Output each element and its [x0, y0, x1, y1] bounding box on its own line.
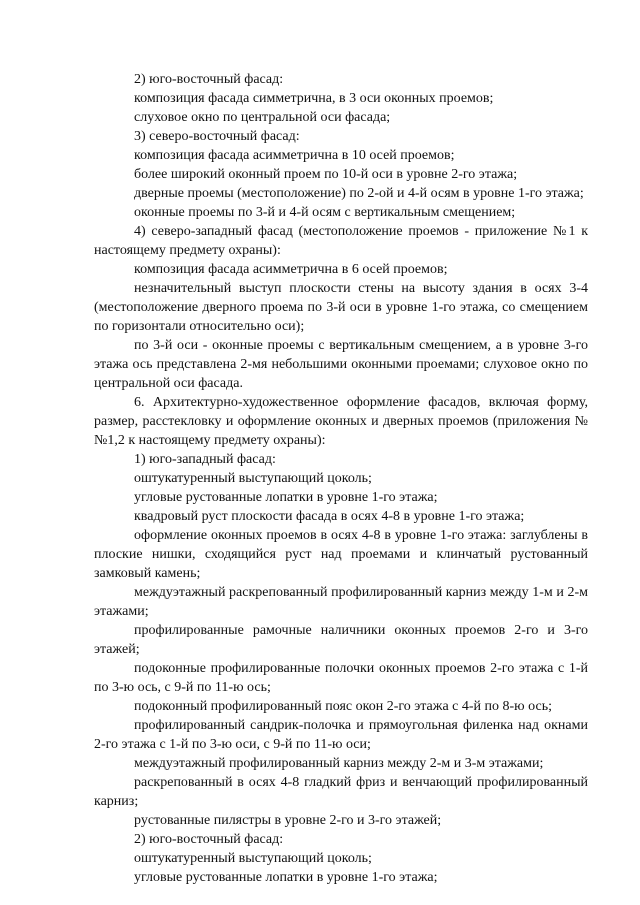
facade-heading: 2) юго-восточный фасад: — [134, 832, 284, 847]
paragraph: оштукатуренный выступающий цоколь; — [134, 471, 372, 486]
paragraph: более широкий оконный проем по 10-й оси в уровне 2-го этажа; — [134, 167, 518, 182]
paragraph: профилированный сандрик-полочка и прямоугольная филенка над окнами 2-го этажа с 1-й по 3-ю оси, с 9-й по 11-ю оси; — [94, 718, 588, 752]
paragraph: угловые рустованные лопатки в уровне 1-го этажа; — [134, 490, 438, 505]
paragraph: подоконные профилированные полочки оконных проемов 2-го этажа с 1-й по 3-ю ось, с 9-й по 11-ю ось; — [94, 661, 588, 695]
paragraph: профилированные рамочные наличники оконных проемов 2-го и 3-го этажей; — [94, 623, 588, 657]
paragraph: оштукатуренный выступающий цоколь; — [134, 851, 372, 866]
paragraph: композиция фасада асимметрична в 10 осей проемов; — [134, 148, 455, 163]
paragraph: подоконный профилированный пояс окон 2-го этажа с 4-й по 8-ю ось; — [134, 699, 552, 714]
facade-heading: 1) юго-западный фасад: — [134, 452, 276, 467]
paragraph: по 3-й оси - оконные проемы с вертикальным смещением, а в уровне 3-го этажа ось представлена 2-мя небольшими оконными проемами; слуховое окно по центральной оси фасада. — [94, 338, 588, 391]
paragraph: оконные проемы по 3-й и 4-й осям с вертикальным смещением; — [134, 205, 516, 220]
section-heading: 6. Архитектурно-художественное оформление фасадов, включая форму, размер, расстекловку и оформление оконных и дверных проемов (приложения №№1,2 к настоящему предмету охраны): — [94, 395, 588, 448]
paragraph: незначительный выступ плоскости стены на высоту здания в осях 3-4 (местоположение дверного проема по 3-й оси в уровне 1-го этажа, со смещением по горизонтали относительно оси); — [94, 281, 588, 334]
facade-heading: 2) юго-восточный фасад: — [134, 72, 284, 87]
facade-heading: 4) северо-западный фасад (местоположение проемов - приложение №1 к настоящему предмету охраны): — [94, 224, 588, 258]
document-page — [94, 70, 588, 887]
paragraph: квадровый руст плоскости фасада в осях 4-8 в уровне 1-го этажа; — [134, 509, 525, 524]
paragraph: слуховое окно по центральной оси фасада; — [134, 110, 391, 125]
paragraph: оформление оконных проемов в осях 4-8 в уровне 1-го этажа: заглублены в плоские нишки, сходящийся руст над проемами и клинчатый рустованный замковый камень; — [94, 528, 588, 581]
paragraph: композиция фасада симметрична, в 3 оси оконных проемов; — [134, 91, 494, 106]
paragraph: угловые рустованные лопатки в уровне 1-го этажа; — [134, 870, 438, 885]
facade-heading: 3) северо-восточный фасад: — [134, 129, 300, 144]
paragraph: раскрепованный в осях 4-8 гладкий фриз и венчающий профилированный карниз; — [94, 775, 588, 809]
paragraph: композиция фасада асимметрична в 6 осей проемов; — [134, 262, 448, 277]
paragraph: междуэтажный профилированный карниз между 2-м и 3-м этажами; — [134, 756, 544, 771]
paragraph: рустованные пилястры в уровне 2-го и 3-го этажей; — [134, 813, 442, 828]
paragraph: междуэтажный раскрепованный профилированный карниз между 1-м и 2-м этажами; — [94, 585, 588, 619]
paragraph: дверные проемы (местоположение) по 2-ой и 4-й осям в уровне 1-го этажа; — [134, 186, 584, 201]
